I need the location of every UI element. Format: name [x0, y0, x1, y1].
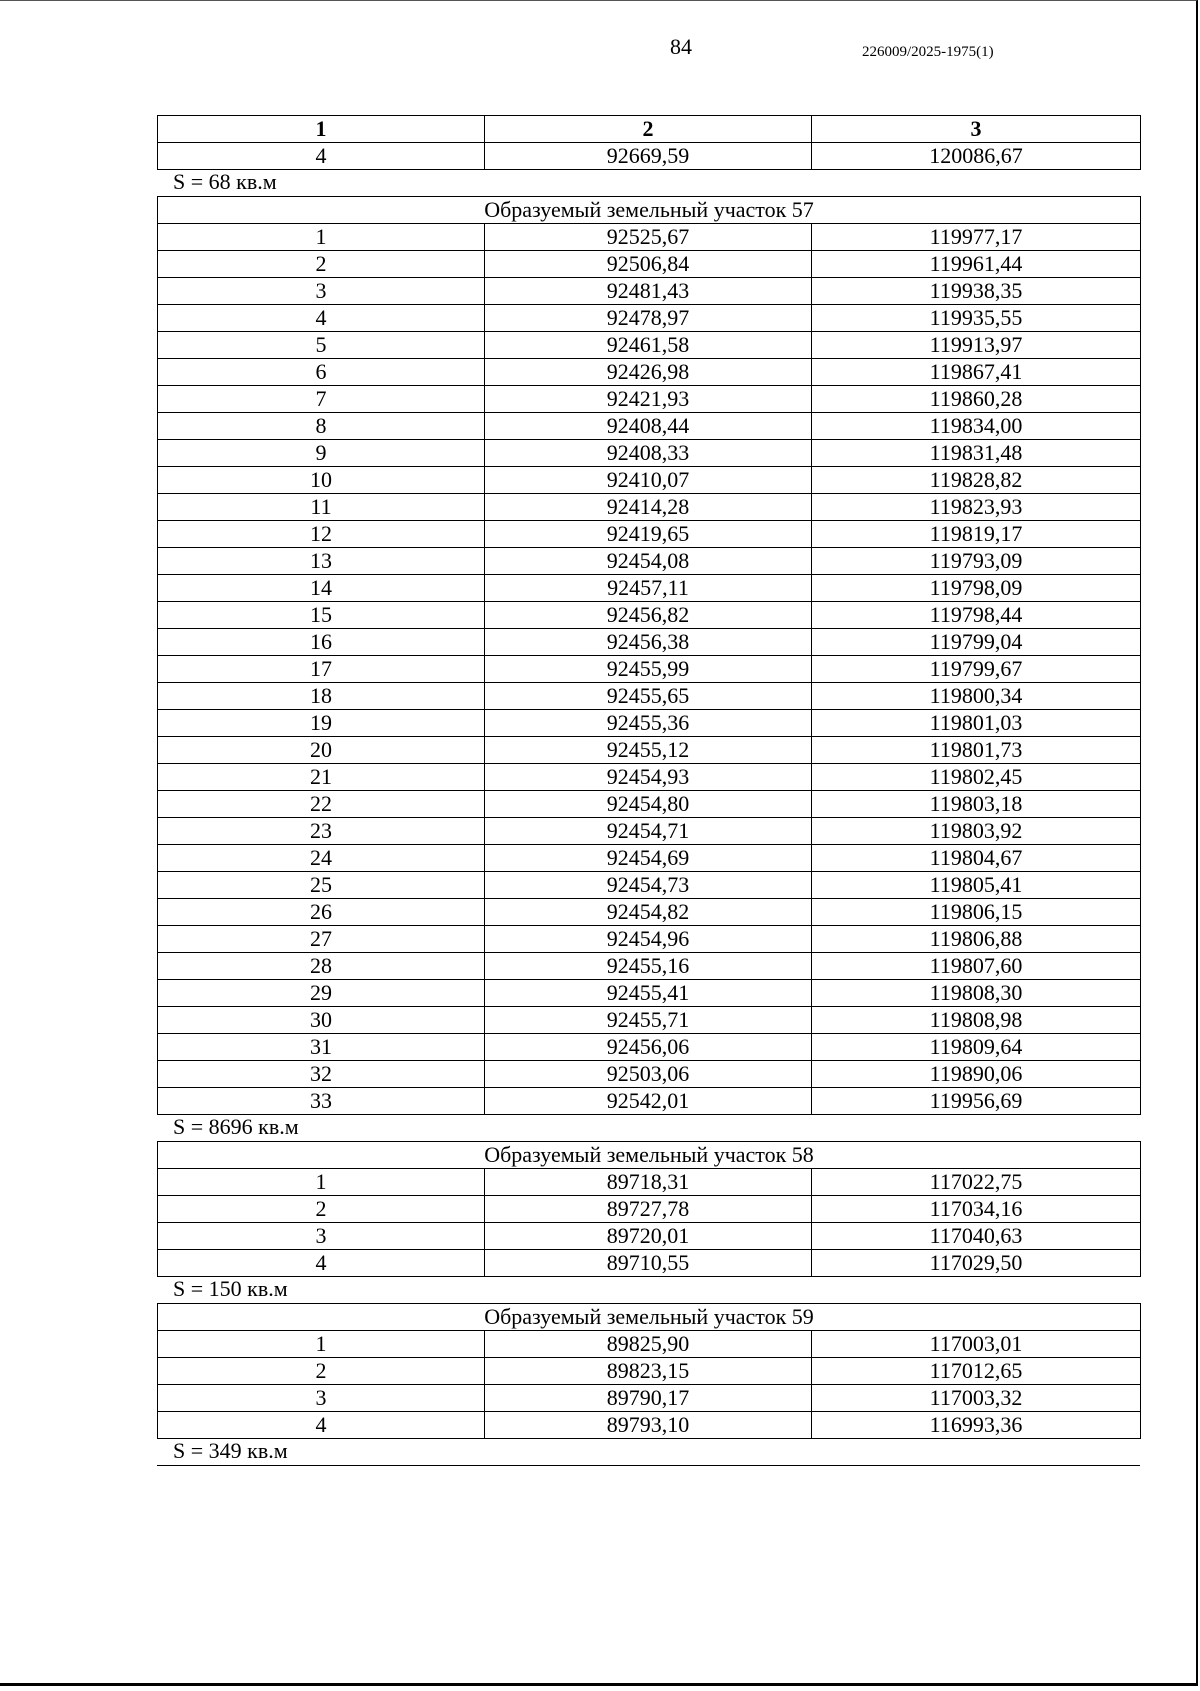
point-number-cell: 4 [158, 305, 485, 332]
y-coordinate-cell: 119799,67 [812, 656, 1141, 683]
point-number-cell: 1 [158, 1331, 485, 1358]
y-coordinate-cell: 119867,41 [812, 359, 1141, 386]
table-row [158, 413, 1141, 440]
point-number-cell: 25 [158, 872, 485, 899]
y-coordinate-cell: 119935,55 [812, 305, 1141, 332]
point-number-cell: 32 [158, 1061, 485, 1088]
x-coordinate-cell: 92478,97 [485, 305, 812, 332]
y-coordinate-cell: 117034,16 [812, 1196, 1141, 1223]
x-coordinate-cell: 92455,99 [485, 656, 812, 683]
x-coordinate-cell: 92669,59 [485, 143, 812, 170]
point-number-cell: 1 [158, 224, 485, 251]
point-number-cell: 1 [158, 1169, 485, 1196]
x-coordinate-cell: 92454,96 [485, 926, 812, 953]
y-coordinate-cell: 119831,48 [812, 440, 1141, 467]
table-row [158, 1196, 1141, 1223]
plot-title-row [158, 197, 1141, 224]
x-coordinate-cell: 92503,06 [485, 1061, 812, 1088]
table-row [158, 440, 1141, 467]
continuation-rows [158, 143, 1141, 170]
x-coordinate-cell: 92408,33 [485, 440, 812, 467]
table-row [158, 899, 1141, 926]
point-number-cell: 27 [158, 926, 485, 953]
point-number-cell: 18 [158, 683, 485, 710]
point-number-cell: 24 [158, 845, 485, 872]
table-row [158, 521, 1141, 548]
plots-container [157, 196, 1140, 1466]
y-coordinate-cell: 119799,04 [812, 629, 1141, 656]
point-number-cell: 8 [158, 413, 485, 440]
plot-table [157, 1141, 1141, 1277]
area-label: S = 150 кв.м [173, 1276, 288, 1301]
x-coordinate-cell: 92455,41 [485, 980, 812, 1007]
table-row [158, 683, 1141, 710]
y-coordinate-cell: 119802,45 [812, 764, 1141, 791]
x-coordinate-cell: 92456,38 [485, 629, 812, 656]
y-coordinate-cell: 119803,18 [812, 791, 1141, 818]
x-coordinate-cell: 92419,65 [485, 521, 812, 548]
y-coordinate-cell: 119793,09 [812, 548, 1141, 575]
table-row [158, 1088, 1141, 1115]
x-coordinate-cell: 92454,80 [485, 791, 812, 818]
x-coordinate-cell: 89727,78 [485, 1196, 812, 1223]
table-row [158, 1223, 1141, 1250]
x-coordinate-cell: 92461,58 [485, 332, 812, 359]
y-coordinate-cell: 116993,36 [812, 1412, 1141, 1439]
point-number-cell: 31 [158, 1034, 485, 1061]
table-row [158, 278, 1141, 305]
table-row [158, 1412, 1141, 1439]
point-number-cell: 20 [158, 737, 485, 764]
point-number-cell: 16 [158, 629, 485, 656]
y-coordinate-cell: 117022,75 [812, 1169, 1141, 1196]
y-coordinate-cell: 119823,93 [812, 494, 1141, 521]
table-row [158, 872, 1141, 899]
x-coordinate-cell: 92454,71 [485, 818, 812, 845]
x-coordinate-cell: 92455,16 [485, 953, 812, 980]
point-number-cell: 26 [158, 899, 485, 926]
table-row [158, 629, 1141, 656]
x-coordinate-cell: 92457,11 [485, 575, 812, 602]
column-header-point: 1 [158, 116, 485, 143]
table-row [158, 332, 1141, 359]
table-row [158, 764, 1141, 791]
point-number-cell: 6 [158, 359, 485, 386]
table-row [158, 1169, 1141, 1196]
table-row [158, 710, 1141, 737]
point-number-cell: 12 [158, 521, 485, 548]
y-coordinate-cell: 119961,44 [812, 251, 1141, 278]
x-coordinate-cell: 89720,01 [485, 1223, 812, 1250]
header-table [157, 115, 1141, 170]
table-row [158, 845, 1141, 872]
point-number-cell: 17 [158, 656, 485, 683]
table-row [158, 1331, 1141, 1358]
x-coordinate-cell: 92542,01 [485, 1088, 812, 1115]
point-number-cell: 14 [158, 575, 485, 602]
plot-title-row [158, 1142, 1141, 1169]
point-number-cell: 21 [158, 764, 485, 791]
x-coordinate-cell: 92426,98 [485, 359, 812, 386]
y-coordinate-cell: 119938,35 [812, 278, 1141, 305]
point-number-cell: 15 [158, 602, 485, 629]
table-row [158, 575, 1141, 602]
coordinates-content [157, 115, 1140, 1466]
x-coordinate-cell: 92454,08 [485, 548, 812, 575]
table-row [158, 1061, 1141, 1088]
table-row [158, 1358, 1141, 1385]
x-coordinate-cell: 89825,90 [485, 1331, 812, 1358]
x-coordinate-cell: 92456,06 [485, 1034, 812, 1061]
x-coordinate-cell: 89710,55 [485, 1250, 812, 1277]
point-number-cell: 22 [158, 791, 485, 818]
table-row [158, 656, 1141, 683]
point-number-cell: 3 [158, 1385, 485, 1412]
y-coordinate-cell: 117040,63 [812, 1223, 1141, 1250]
table-row [158, 224, 1141, 251]
point-number-cell: 29 [158, 980, 485, 1007]
x-coordinate-cell: 92454,69 [485, 845, 812, 872]
y-coordinate-cell: 119828,82 [812, 467, 1141, 494]
plot-title: Образуемый земельный участок 59 [158, 1304, 1141, 1331]
y-coordinate-cell: 119834,00 [812, 413, 1141, 440]
x-coordinate-cell: 89823,15 [485, 1358, 812, 1385]
y-coordinate-cell: 119801,73 [812, 737, 1141, 764]
table-row [158, 1385, 1141, 1412]
x-coordinate-cell: 92410,07 [485, 467, 812, 494]
table-row [158, 386, 1141, 413]
table-row [158, 359, 1141, 386]
point-number-cell: 3 [158, 278, 485, 305]
point-number-cell: 5 [158, 332, 485, 359]
point-number-cell: 4 [158, 143, 485, 170]
x-coordinate-cell: 92408,44 [485, 413, 812, 440]
table-row [158, 1034, 1141, 1061]
y-coordinate-cell: 119890,06 [812, 1061, 1141, 1088]
y-coordinate-cell: 119860,28 [812, 386, 1141, 413]
x-coordinate-cell: 92455,65 [485, 683, 812, 710]
plot-table [157, 196, 1141, 1115]
x-coordinate-cell: 89790,17 [485, 1385, 812, 1412]
y-coordinate-cell: 119806,15 [812, 899, 1141, 926]
x-coordinate-cell: 92481,43 [485, 278, 812, 305]
page-number: 84 [670, 34, 692, 59]
point-number-cell: 2 [158, 251, 485, 278]
y-coordinate-cell: 117003,01 [812, 1331, 1141, 1358]
y-coordinate-cell: 119803,92 [812, 818, 1141, 845]
plot-title: Образуемый земельный участок 58 [158, 1142, 1141, 1169]
x-coordinate-cell: 92454,93 [485, 764, 812, 791]
table-row [158, 602, 1141, 629]
y-coordinate-cell: 119805,41 [812, 872, 1141, 899]
column-header-y: 3 [812, 116, 1141, 143]
column-header-row [158, 116, 1141, 143]
y-coordinate-cell: 117029,50 [812, 1250, 1141, 1277]
point-number-cell: 2 [158, 1196, 485, 1223]
x-coordinate-cell: 89793,10 [485, 1412, 812, 1439]
y-coordinate-cell: 117012,65 [812, 1358, 1141, 1385]
table-row [158, 737, 1141, 764]
area-label: S = 8696 кв.м [173, 1114, 299, 1139]
point-number-cell: 10 [158, 467, 485, 494]
plot-title-row [158, 1304, 1141, 1331]
table-row [158, 1007, 1141, 1034]
table-row [158, 305, 1141, 332]
table-row [158, 467, 1141, 494]
table-row [158, 251, 1141, 278]
table-row [158, 548, 1141, 575]
y-coordinate-cell: 119800,34 [812, 683, 1141, 710]
point-number-cell: 4 [158, 1250, 485, 1277]
y-coordinate-cell: 119808,98 [812, 1007, 1141, 1034]
y-coordinate-cell: 117003,32 [812, 1385, 1141, 1412]
y-coordinate-cell: 120086,67 [812, 143, 1141, 170]
table-row [158, 926, 1141, 953]
x-coordinate-cell: 92455,71 [485, 1007, 812, 1034]
point-number-cell: 33 [158, 1088, 485, 1115]
y-coordinate-cell: 119913,97 [812, 332, 1141, 359]
point-number-cell: 28 [158, 953, 485, 980]
y-coordinate-cell: 119809,64 [812, 1034, 1141, 1061]
x-coordinate-cell: 92456,82 [485, 602, 812, 629]
area-label: S = 349 кв.м [157, 1439, 1140, 1466]
point-number-cell: 7 [158, 386, 485, 413]
table-row [158, 494, 1141, 521]
point-number-cell: 4 [158, 1412, 485, 1439]
plot-title: Образуемый земельный участок 57 [158, 197, 1141, 224]
x-coordinate-cell: 92525,67 [485, 224, 812, 251]
table-row [158, 980, 1141, 1007]
x-coordinate-cell: 92414,28 [485, 494, 812, 521]
document-code: 226009/2025-1975(1) [862, 44, 994, 60]
x-coordinate-cell: 92454,82 [485, 899, 812, 926]
point-number-cell: 3 [158, 1223, 485, 1250]
x-coordinate-cell: 89718,31 [485, 1169, 812, 1196]
point-number-cell: 2 [158, 1358, 485, 1385]
y-coordinate-cell: 119956,69 [812, 1088, 1141, 1115]
y-coordinate-cell: 119798,44 [812, 602, 1141, 629]
table-row [158, 953, 1141, 980]
area-label: S = 68 кв.м [173, 169, 277, 194]
point-number-cell: 11 [158, 494, 485, 521]
point-number-cell: 13 [158, 548, 485, 575]
x-coordinate-cell: 92506,84 [485, 251, 812, 278]
point-number-cell: 9 [158, 440, 485, 467]
y-coordinate-cell: 119807,60 [812, 953, 1141, 980]
x-coordinate-cell: 92454,73 [485, 872, 812, 899]
y-coordinate-cell: 119804,67 [812, 845, 1141, 872]
x-coordinate-cell: 92421,93 [485, 386, 812, 413]
y-coordinate-cell: 119977,17 [812, 224, 1141, 251]
y-coordinate-cell: 119819,17 [812, 521, 1141, 548]
y-coordinate-cell: 119806,88 [812, 926, 1141, 953]
point-number-cell: 23 [158, 818, 485, 845]
y-coordinate-cell: 119798,09 [812, 575, 1141, 602]
y-coordinate-cell: 119808,30 [812, 980, 1141, 1007]
table-row [158, 791, 1141, 818]
plot-table [157, 1303, 1141, 1439]
table-row [158, 1250, 1141, 1277]
x-coordinate-cell: 92455,12 [485, 737, 812, 764]
y-coordinate-cell: 119801,03 [812, 710, 1141, 737]
point-number-cell: 19 [158, 710, 485, 737]
table-row [158, 818, 1141, 845]
x-coordinate-cell: 92455,36 [485, 710, 812, 737]
column-header-x: 2 [485, 116, 812, 143]
point-number-cell: 30 [158, 1007, 485, 1034]
table-row [158, 143, 1141, 170]
